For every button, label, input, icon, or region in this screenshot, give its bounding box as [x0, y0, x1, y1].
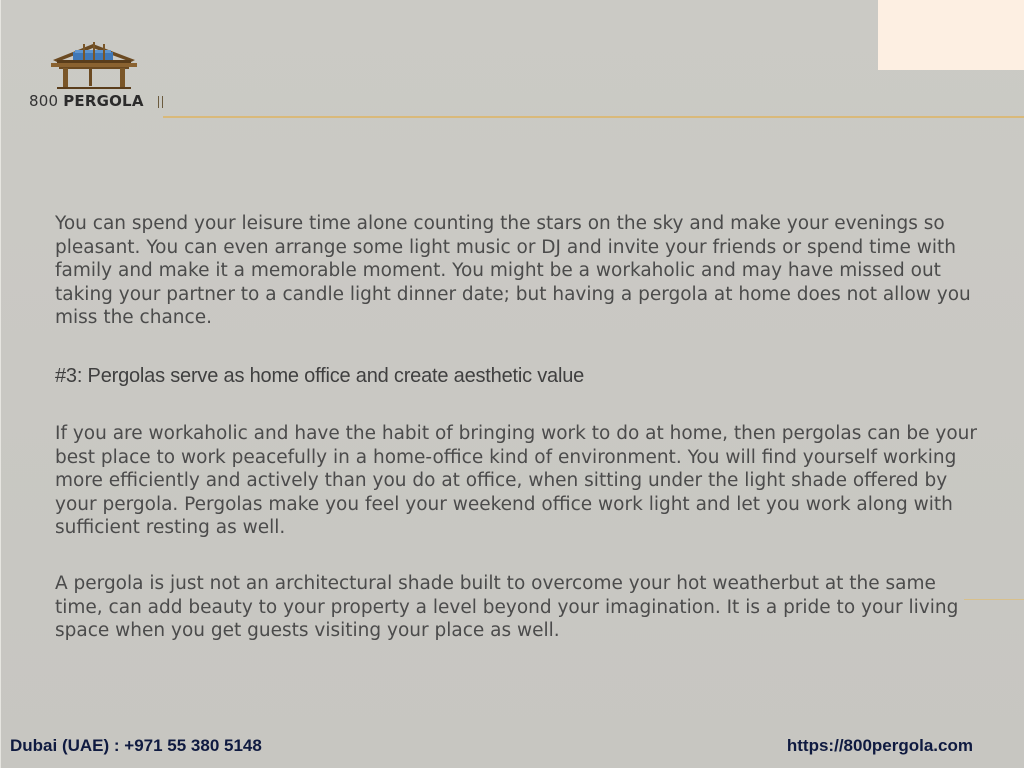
footer-website-link[interactable]: https://800pergola.com: [786, 736, 973, 755]
footer-phone: Dubai (UAE) : +971 55 380 5148: [10, 736, 262, 755]
logo-text: [29, 92, 144, 110]
paragraph-2: If you are workaholic and have the habit of bringing work to do at home, then pergolas can be your best place to work peacefully in a home-office kind of environment. You will find yourself working more efficiently and actively than you do at office, when sitting under the light shade offered by your pergola. Pergolas make you feel your weekend office work light and let you work along with sufficient resting as well.: [55, 423, 977, 538]
logo-mark: [158, 96, 163, 108]
logo-number: 800: [29, 92, 59, 110]
section-heading: #3: Pergolas serve as home office and create aesthetic value: [55, 365, 585, 387]
logo: [23, 38, 173, 118]
paragraph-3: A pergola is just not an architectural shade built to overcome your hot weatherbut at the same time, can add beauty to your property a level beyond your imagination. It is a pride to your living space when you get guests visiting your place as well.: [55, 573, 959, 641]
top-right-panel: [878, 0, 1024, 70]
paragraph-1: You can spend your leisure time alone counting the stars on the sky and make your evenings so pleasant. You can even arrange some light music or DJ and invite your friends or spend time with family and make it a memorable moment. You might be a workaholic and may have missed out taking your partner to a candle light dinner date; but having a pergola at home does not allow you miss the chance.: [55, 213, 971, 328]
header-divider: [163, 116, 1024, 118]
logo-brand: PERGOLA: [63, 92, 144, 110]
pergola-icon: [23, 38, 173, 94]
